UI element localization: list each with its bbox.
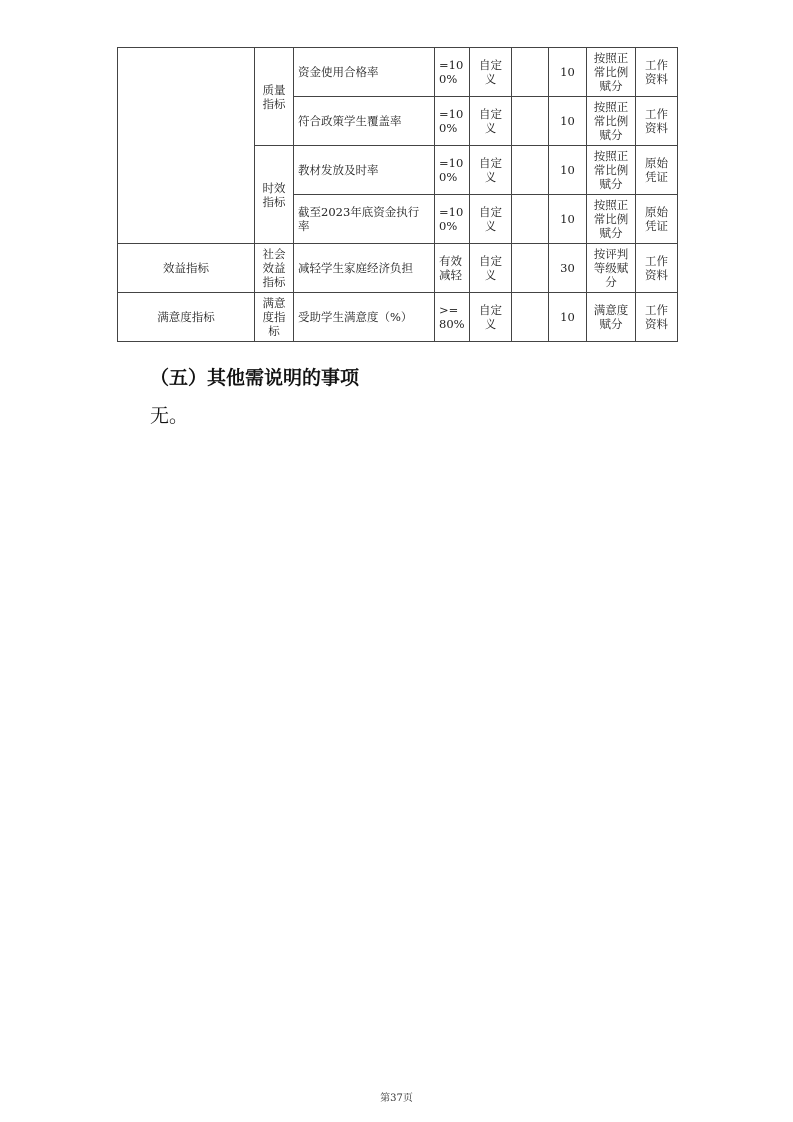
page-number: 第37页 <box>380 1093 413 1104</box>
method-cell: 按照正常比例赋分 <box>587 146 636 195</box>
score-cell: 10 <box>549 293 587 342</box>
type-cell: 自定义 <box>470 244 512 293</box>
level2-cell: 时效指标 <box>255 146 294 244</box>
indicator-cell: 受助学生满意度（%） <box>294 293 435 342</box>
indicator-cell: 教材发放及时率 <box>294 146 435 195</box>
target-cell: 有效减轻 <box>435 244 470 293</box>
level2-cell: 社会效益指标 <box>255 244 294 293</box>
blank-cell <box>512 195 549 244</box>
method-cell: 按评判等级赋分 <box>587 244 636 293</box>
blank-cell <box>512 146 549 195</box>
level2-cell: 质量指标 <box>255 48 294 146</box>
type-cell: 自定义 <box>470 293 512 342</box>
type-cell: 自定义 <box>470 195 512 244</box>
indicator-cell: 符合政策学生覆盖率 <box>294 97 435 146</box>
blank-cell <box>512 244 549 293</box>
type-cell: 自定义 <box>470 48 512 97</box>
target-cell: =100% <box>435 146 470 195</box>
performance-indicator-table <box>117 47 678 342</box>
table-row <box>118 48 678 97</box>
method-cell: 满意度赋分 <box>587 293 636 342</box>
score-cell: 10 <box>549 48 587 97</box>
blank-cell <box>512 48 549 97</box>
source-cell: 工作资料 <box>636 97 678 146</box>
indicator-cell: 截至2023年底资金执行率 <box>294 195 435 244</box>
target-cell: =100% <box>435 195 470 244</box>
source-cell: 工作资料 <box>636 244 678 293</box>
level1-cell <box>118 48 255 244</box>
section-body: 无。 <box>150 405 189 427</box>
method-cell: 按照正常比例赋分 <box>587 97 636 146</box>
blank-cell <box>512 97 549 146</box>
level2-cell: 满意度指标 <box>255 293 294 342</box>
source-cell: 工作资料 <box>636 48 678 97</box>
type-cell: 自定义 <box>470 146 512 195</box>
score-cell: 10 <box>549 97 587 146</box>
source-cell: 原始凭证 <box>636 146 678 195</box>
target-cell: =100% <box>435 97 470 146</box>
table-row <box>118 293 678 342</box>
method-cell: 按照正常比例赋分 <box>587 195 636 244</box>
indicator-cell: 减轻学生家庭经济负担 <box>294 244 435 293</box>
indicator-cell: 资金使用合格率 <box>294 48 435 97</box>
score-cell: 30 <box>549 244 587 293</box>
source-cell: 原始凭证 <box>636 195 678 244</box>
score-cell: 10 <box>549 146 587 195</box>
section-title: （五）其他需说明的事项 <box>150 367 360 389</box>
level1-cell: 满意度指标 <box>118 293 255 342</box>
score-cell: 10 <box>549 195 587 244</box>
level1-cell: 效益指标 <box>118 244 255 293</box>
type-cell: 自定义 <box>470 97 512 146</box>
blank-cell <box>512 293 549 342</box>
target-cell: >=80% <box>435 293 470 342</box>
method-cell: 按照正常比例赋分 <box>587 48 636 97</box>
target-cell: =100% <box>435 48 470 97</box>
source-cell: 工作资料 <box>636 293 678 342</box>
table-row <box>118 244 678 293</box>
